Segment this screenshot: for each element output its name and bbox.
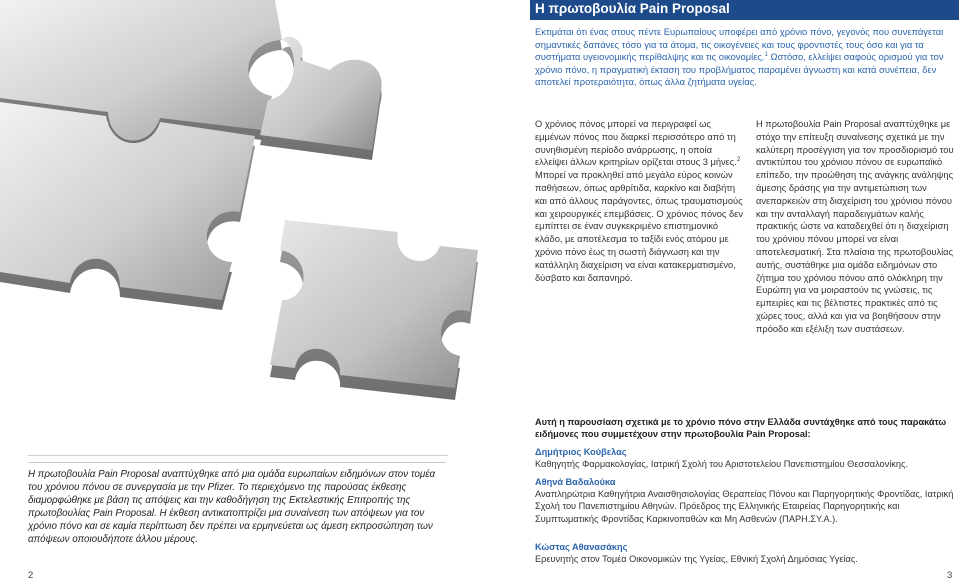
contributor-1 [535, 446, 957, 470]
contributor-name: Αθηνά Βαδαλούκα [535, 477, 616, 487]
contributor-2 [535, 476, 957, 525]
page-number-right: 3 [947, 570, 953, 581]
contributor-role: Καθηγητής Φαρμακολογίας, Ιατρική Σχολή του Αριστοτελείου Πανεπιστημίου Θεσσαλονίκης. [535, 459, 908, 469]
footnote-ref-1: 1 [764, 52, 768, 59]
body-column-right: Η πρωτοβουλία Pain Proposal αναπτύχθηκε με στόχο την επίτευξη συναίνεσης σχετικά με την καλύτερη προσέγγιση για τον προσδιορισμό του αντικτύπου του χρόνιου πόνου σε ευρωπαϊκό επίπεδο, την προώθηση της ανάγκης ανάληψης άμεσης δράσης για την αντιμετώπιση των ανεπαρκειών στη διαχείριση του χρόνιου πόνου και την ανταλλαγή παραδειγμάτων καλής πρακτικής ώστε να καταδειχθεί ότι η διαχείριση του χρόνιου πόνου μπορεί να είναι αποτελεσματική. Στα πλαίσια της πρωτοβουλίας αυτής, συστάθηκε μια ομάδα ειδημόνων στο ζήτημα του χρόνιου πόνου από ολόκληρη την Ευρώπη για να μοιραστούν τις γνώσεις, τις εμπειρίες και τις βέλτιστες πρακτικές από τις χώρες τους, αλλά και για να βοηθήσουν στην πρόοδο και εξέλιξη των συστάσεων. [756, 119, 954, 334]
page-title: Η πρωτοβουλία Pain Proposal [535, 1, 730, 16]
contributor-name: Κώστας Αθανασάκης [535, 542, 628, 552]
intro-text-b: Ωστόσο, ελλείψει σαφούς ορισμού για τον χρόνιο πόνο, η πραγματική έκταση του προβλήματος παραμένει άγνωστη και κατά συνέπεια, δεν αποτελεί προτεραιότητα, όπως άλλα ζητήματα υγείας. [535, 51, 944, 88]
puzzle-piece-bottom-right [270, 220, 478, 400]
contributor-name: Δημήτριος Κούβελας [535, 447, 627, 457]
footnote-ref-2: 2 [736, 157, 741, 164]
intro-text-a: Εκτιμάται ότι ένας στους πέντε Ευρωπαίους υποφέρει από χρόνιο πόνο, γεγονός που συνεπάγεται σημαντικές δαπάνες τόσο για τα άτομα, τις οικογένειες και τους φροντιστές τους όσο και για τα συστήματα υγειονομικής περίθαλψης και τις οικονομίες. [535, 26, 944, 63]
contributor-role: Αναπληρώτρια Καθηγήτρια Αναισθησιολογίας Θεραπείας Πόνου και Παρηγορητικής Φροντίδας, Ιατρική Σχολή του Πανεπιστημίου Αθηνών. Πρόεδρος της Ελληνικής Εταιρείας Παρηγορητικής και Συμπτωματικής Φροντίδας Καρκινοπαθών και Μη Ασθενών (ΠΑΡΗ.ΣΥ.Α.). [535, 489, 954, 524]
quote-divider [28, 455, 448, 456]
puzzle-piece-top-right [260, 37, 382, 160]
body-column-left [535, 118, 745, 284]
intro-paragraph [535, 26, 953, 89]
disclaimer-quote: Η πρωτοβουλία Pain Proposal αναπτύχθηκε από μια ομάδα ευρωπαίων ειδημόνων στον τομέα του χρόνιου πόνου σε συνεργασία με την Pfizer. Το περιεχόμενο της παρούσας έκθεσης διαμορφώθηκε με βάση τις απόψεις και την καθοδήγηση της Εκτελεστικής Επιτροπής της πρωτοβουλίας Pain Proposal. Η έκθεση αντικατοπτρίζει μια συναίνεση των απόψεων για τον χρόνιο πόνο και σε καμία περίπτωση δεν πρέπει να ερμηνεύεται ως άμεση εκπροσώπηση των απόψεων οποιουδήποτε άλλου μέρους. [28, 462, 446, 546]
puzzle-pieces-illustration [0, 0, 520, 420]
contributor-3 [535, 541, 957, 565]
contributor-role: Ερευνητής στον Τομέα Οικονομικών της Υγείας, Εθνική Σχολή Δημόσιας Υγείας. [535, 554, 858, 564]
left-text-b: Μπορεί να προκληθεί από μεγάλο εύρος κοινών παθήσεων, όπως αρθρίτιδα, καρκίνο και διαβήτη και από άλλους παράγοντες, όπως τραυματισμούς και χειρουργικές επεμβάσεις. Ο χρόνιος πόνος δεν εμπίπτει σε έναν συγκεκριμένο επιστημονικό κλάδο, με αποτέλεσμα το ταξίδι ενός ατόμου με χρόνιο πόνο έως τη σωστή διάγνωση και την κατάλληλη διαχείριση να είναι κατακερματισμένο, δύσβατο και δαπανηρό. [535, 170, 743, 283]
contributors-intro: Αυτή η παρουσίαση σχετικά με το χρόνιο πόνο στην Ελλάδα συντάχθηκε από τους παρακάτω ειδήμονες που συμμετέχουν στην πρωτοβουλία Pain Proposal: [535, 417, 947, 439]
page-number-left: 2 [28, 570, 34, 581]
left-text-a: Ο χρόνιος πόνος μπορεί να περιγραφεί ως εμμένων πόνος που διαρκεί περισσότερο από τη συνηθισμένη περίοδο ανάρρωσης, η οποία ελλείψει άλλων κριτηρίων ορίζεται στους 3 μήνες. [535, 119, 737, 168]
